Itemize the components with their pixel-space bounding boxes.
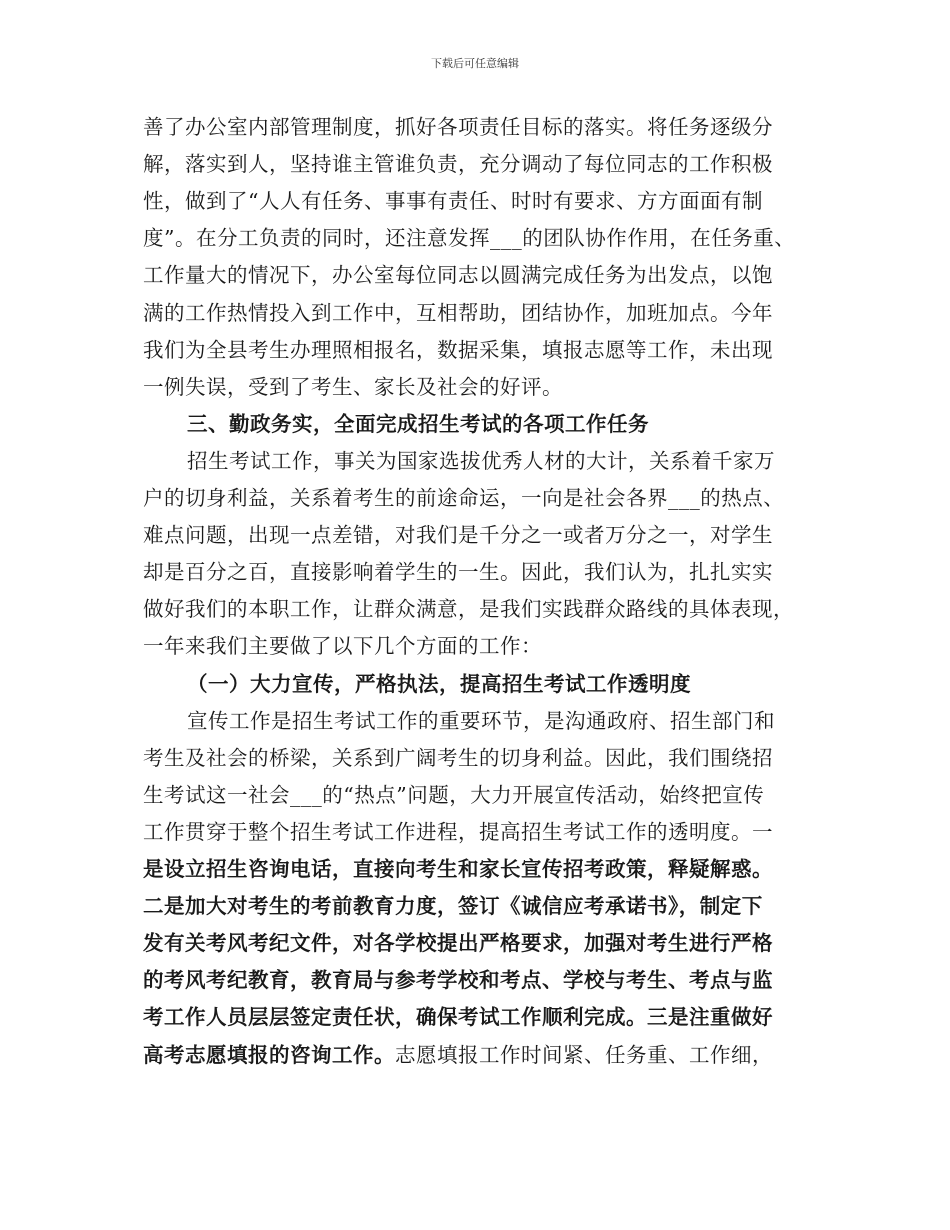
- paragraph-line: 一例失误，受到了考生、家长及社会的好评。: [143, 374, 563, 399]
- paragraph-line: 做好我们的本职工作，让群众满意，是我们实践群众路线的具体表现，: [143, 597, 794, 622]
- paragraph-line: 生考试这一社会___的“热点”问题，大力开展宣传活动，始终把宣传: [143, 782, 765, 807]
- paragraph-line: 度”。在分工负责的同时，还注意发挥___的团队协作作用，在任务重、: [143, 226, 796, 251]
- paragraph-line: 工作贯穿于整个招生考试工作进程，提高招生考试工作的透明度。一: [143, 819, 773, 844]
- paragraph-line: 工作量大的情况下，办公室每位同志以圆满完成任务为出发点，以饱: [143, 263, 773, 288]
- paragraph-line: 招生考试工作，事关为国家选拔优秀人材的大计，关系着千家万: [187, 448, 775, 473]
- paragraph-line: 却是百分之百，直接影响着学生的一生。因此，我们认为，扎扎实实: [143, 560, 773, 585]
- paragraph-line: 户的切身利益，关系着考生的前途命运，一向是社会各界___的热点、: [143, 486, 785, 510]
- paragraph-line: 高考志愿填报的咨询工作。志愿填报工作时间紧、任务重、工作细，: [143, 1042, 773, 1067]
- section-heading: （一）大力宣传，严格执法，提高招生考试工作透明度: [187, 671, 691, 696]
- page-header: 下载后可任意编辑: [431, 57, 519, 70]
- paragraph-line: 满的工作热情投入到工作中，互相帮助，团结协作，加班加点。今年: [143, 300, 773, 325]
- paragraph-line: 难点问题，出现一点差错，对我们是千分之一或者万分之一，对学生: [143, 523, 773, 548]
- paragraph-line: 的考风考纪教育，教育局与参考学校和考点、学校与考生、考点与监: [143, 968, 773, 993]
- paragraph-line: 性，做到了“人人有任务、事事有责任、时时有要求、方方面面有制: [143, 189, 763, 214]
- section-heading: 三、勤政务实，全面完成招生考试的各项工作任务: [187, 411, 649, 436]
- paragraph-line: 是设立招生咨询电话，直接向考生和家长宣传招考政策，释疑解惑。: [143, 857, 773, 881]
- paragraph-line: 一年来我们主要做了以下几个方面的工作：: [143, 634, 542, 659]
- paragraph-line: 二是加大对考生的考前教育力度，签订《诚信应考承诺书》，制定下: [143, 894, 763, 919]
- paragraph-line: 发有关考风考纪文件，对各学校提出严格要求，加强对考生进行严格: [143, 931, 773, 956]
- paragraph-line: 我们为全县考生办理照相报名，数据采集，填报志愿等工作，未出现: [143, 337, 773, 362]
- paragraph-line: 善了办公室内部管理制度，抓好各项责任目标的落实。将任务逐级分: [143, 115, 773, 139]
- paragraph-line: 考生及社会的桥梁，关系到广阔考生的切身利益。因此，我们围绕招: [143, 745, 773, 770]
- paragraph-line: 宣传工作是招生考试工作的重要环节，是沟通政府、招生部门和: [187, 708, 775, 733]
- paragraph-line: 考工作人员层层签定责任状，确保考试工作顺利完成。三是注重做好: [143, 1005, 773, 1030]
- paragraph-line: 解，落实到人，坚持谁主管谁负责，充分调动了每位同志的工作积极: [143, 152, 773, 177]
